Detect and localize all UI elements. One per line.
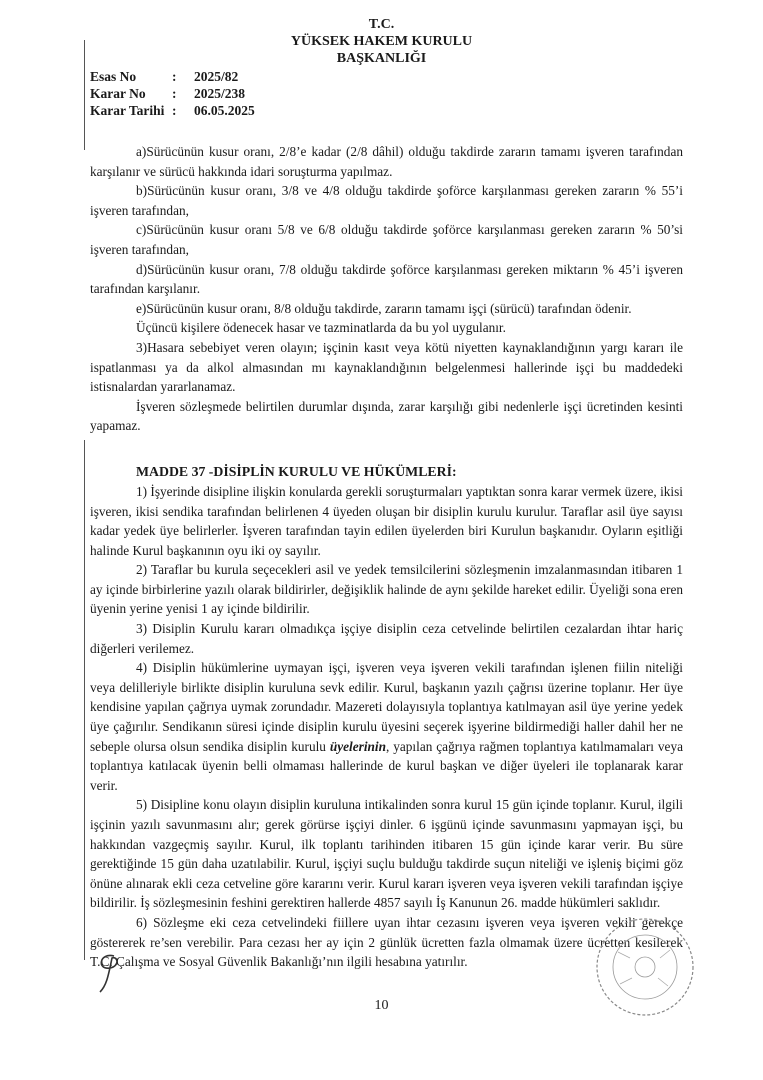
- document-body: [90, 142, 683, 972]
- paragraph: [90, 658, 683, 795]
- paragraph: Üçüncü kişilere ödenecek hasar ve tazminatlarda da bu yol uygulanır.: [136, 320, 506, 336]
- page-number: 10: [374, 998, 389, 1013]
- header-line-2: YÜKSEK HAKEM KURULU: [290, 34, 473, 49]
- case-meta: [90, 68, 255, 119]
- paragraph: 6) Sözleşme eki ceza cetvelindeki fiillere uyan ihtar cezasını işveren veya işveren vekili gerekçe göstererek re’sen verebilir. Para cezası her ay için 2 günlük ücretten fazla olmamak üzere ücretten kesilerek T.C. Çalışma ve Sosyal Güvenlik Bakanlığı’nın ilgili hesabına yatırılır.: [90, 914, 683, 970]
- handwritten-signature: [92, 948, 132, 996]
- paragraph-text: , yapılan çağrıya rağmen toplantıya katılmamaları veya toplantıya katılacak üyenin belli olmaması hallerinde de kurul başkan ve diğer üyeleri ile toplanarak karar verir.: [90, 738, 683, 793]
- meta-value: 2025/82: [194, 69, 239, 84]
- meta-row: Karar No : 2025/238: [90, 86, 246, 101]
- paragraph: d)Sürücünün kusur oranı, 7/8 olduğu takdirde şoförce karşılanması gereken miktarın % 45’i işveren tarafından karşılanır.: [90, 261, 683, 297]
- header-line-3: BAŞKANLIĞI: [336, 51, 427, 66]
- meta-label: Esas No: [90, 69, 137, 84]
- paragraph: b)Sürücünün kusur oranı, 3/8 ve 4/8 olduğu takdirde şoförce karşılanması gereken zararın % 55’i işveren tarafından,: [90, 183, 683, 218]
- margin-line: [84, 440, 85, 960]
- meta-label: Karar No: [90, 86, 146, 101]
- paragraph: 2) Taraflar bu kurula seçecekleri asil ve yedek temsilcilerini sözleşmenin imzalanmasından itibaren 1 ay içinde birbirlerine yazılı olarak bildirirler, değişiklik halinde de aynı şekilde hareket edilir. Üyeliği sona eren üyenin yerine yenisi 1 ay içinde bildirilir.: [90, 562, 683, 617]
- paragraph: 1) İşyerinde disipline ilişkin konularda gerekli soruşturmaları yaptıktan sonra karar vermek üzere, ikisi işveren, ikisi sendika tarafından belirlenen 4 üyeden oluşan bir disiplin kurulu kurulur. Taraflar asil üye sayısı kadar yedek üye belirlerler. İşveren tarafından tayin edilen üyelerden biri Kurulun başkanıdır. Oyların eşitliği halinde Kurul başkanının oyu iki oy sayılır.: [90, 483, 683, 558]
- meta-row: Karar Tarihi : 06.05.2025: [90, 103, 255, 118]
- paragraph: 5) Disipline konu olayın disiplin kuruluna intikalinden sonra kurul 15 gün içinde toplanır. Kurul, ilgili işçinin yazılı savunmasını alır; gerek görürse işçiyi dinler. 6 işgünü içinde savunmasını yapmayan işçi, bu hakkından vazgeçmiş sayılır. Kurul, ilk toplantı tarihinden itibaren 15 gün içinde karar verir. Bu süre gerektiğinde 15 gün daha uzatılabilir. Kurul, işçiyi suçlu bulduğu takdirde suçun niteliği ve işleniş biçimi göz önüne alınarak ekli ceza cetveline göre kararını verir. Kurul kararı işveren veya işveren vekili tarafından işçiye bildirilir. İş sözleşmesinin feshini gerektiren hallerde 4857 sayılı İş Kanunun 26. madde hükümleri saklıdır.: [90, 797, 683, 911]
- header-line-1: T.C.: [368, 17, 395, 32]
- paragraph: 3)Hasara sebebiyet veren olayın; işçinin kasıt veya kötü niyetten kaynaklandığının yargı kararı ile ispatlanması ya da alkol almasından mı kaynaklandığının belgelenmesi hallerinde işçi bu maddedeki istisnalardan yararlanamaz.: [90, 339, 683, 395]
- meta-label: Karar Tarihi: [90, 103, 165, 118]
- article-heading: MADDE 37 -DİSİPLİN KURULU VE HÜKÜMLERİ:: [136, 463, 457, 479]
- meta-value: 06.05.2025: [194, 103, 255, 118]
- paragraph: a)Sürücünün kusur oranı, 2/8’e kadar (2/8 dâhil) olduğu takdirde zararın tamamı işveren tarafından karşılanır ve sürücü hakkında idari soruşturma yapılmaz.: [90, 144, 683, 179]
- paragraph: İşveren sözleşmede belirtilen durumlar dışında, zarar karşılığı gibi nedenlerle işçi ücretinden kesinti yapamaz.: [90, 398, 683, 434]
- emphasis-text: üyelerinin: [329, 738, 386, 754]
- document-header: [0, 16, 763, 67]
- paragraph: e)Sürücünün kusur oranı, 8/8 olduğu takdirde, zararın tamamı işçi (sürücü) tarafından ödenir.: [136, 300, 632, 316]
- paragraph: 3) Disiplin Kurulu kararı olmadıkça işçiye disiplin ceza cetvelinde belirtilen cezalardan ihtar hariç diğerleri verilemez.: [90, 621, 683, 656]
- paragraph-text: 4) Disiplin hükümlerine uymayan işçi, işveren veya işveren vekili tarafından işlenen fiilin niteliği veya delilleriyle birlikte disiplin kuruluna sevk edilir. Kurul, başkanın yazılı çağrısı üzerine toplanır. Her üye kendisine yapılan çağrıya uymak zorundadır. Mazereti dolayısıyla toplantıya katılmayan asil üye yerine yedek üye çağırılır. Sendikanın süresi içinde disiplin kurulu üyesini seçerek işyerine bildirmediği haller dahil her ne sebeple olursa olsun sendika disiplin kurulu: [90, 660, 683, 754]
- meta-value: 2025/238: [194, 86, 246, 101]
- paragraph: c)Sürücünün kusur oranı 5/8 ve 6/8 olduğu takdirde şoförce karşılanması gereken zararın % 50’si işveren tarafından,: [90, 222, 683, 257]
- meta-row: Esas No : 2025/82: [90, 69, 239, 84]
